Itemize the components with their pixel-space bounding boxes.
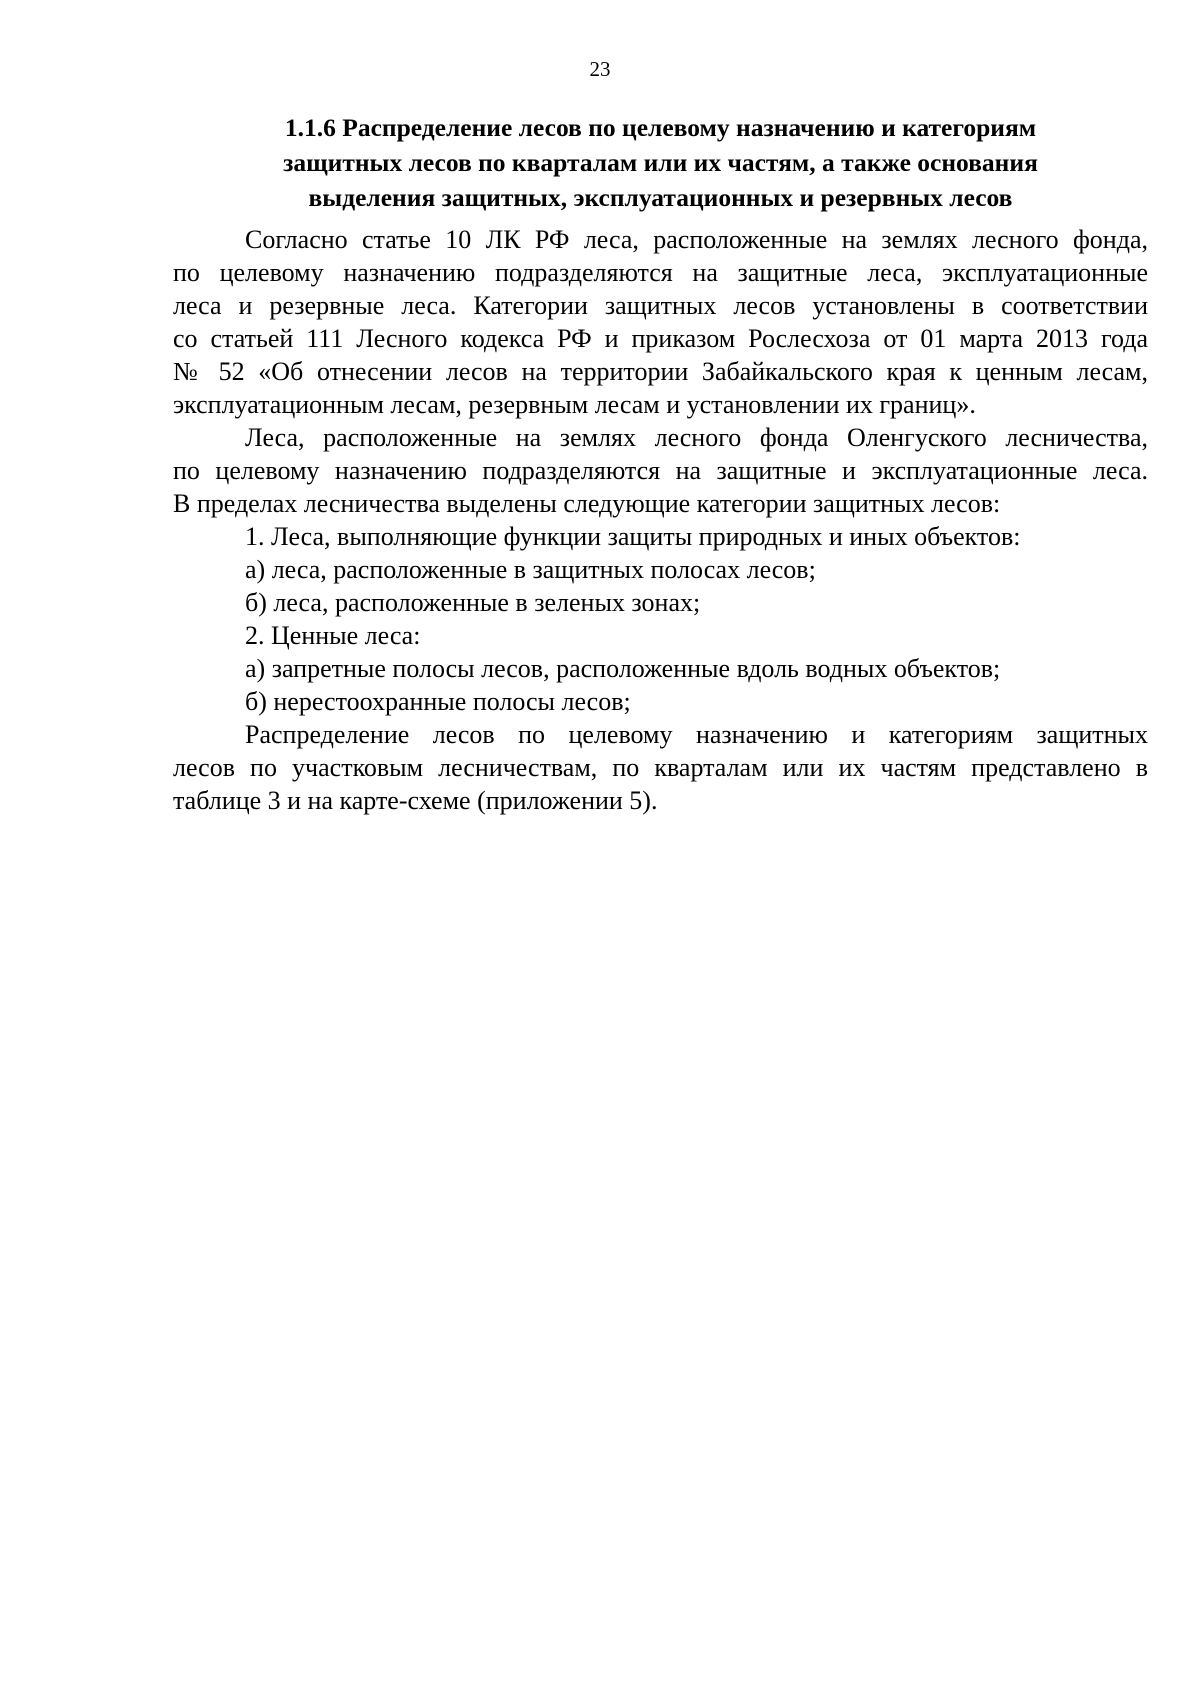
document-body xyxy=(173,110,1148,817)
section-heading xyxy=(173,110,1148,215)
text-line: лесов по участковым лесничествам, по кварталам или их частям представлено в xyxy=(173,753,1148,782)
text-line: по целевому назначению подразделяются на защитные леса, эксплуатационные xyxy=(173,258,1148,287)
text-line: со статьей 111 Лесного кодекса РФ и приказом Рослесхоза от 01 марта 2013 года xyxy=(173,324,1148,353)
paragraph-legal-basis xyxy=(173,223,1148,421)
list-item: 2. Ценные леса: xyxy=(245,621,421,650)
heading-line: выделения защитных, эксплуатационных и резервных лесов xyxy=(308,183,1013,212)
paragraph-distribution xyxy=(173,718,1148,817)
heading-line: 1.1.6 Распределение лесов по целевому назначению и категориям xyxy=(284,113,1037,142)
page-number: 23 xyxy=(589,57,611,81)
text-line: № 52 «Об отнесении лесов на территории Забайкальского края к ценным лесам, xyxy=(173,357,1148,386)
text-line: по целевому назначению подразделяются на защитные и эксплуатационные леса. xyxy=(173,456,1148,485)
list-item: б) леса, расположенные в зеленых зонах; xyxy=(245,588,701,617)
text-line: эксплуатационным лесам, резервным лесам и установлении их границ». xyxy=(173,390,976,419)
paragraph-forestry-categories xyxy=(173,421,1148,520)
heading-line: защитных лесов по кварталам или их частям, а также основания xyxy=(283,148,1038,177)
body-text xyxy=(173,223,1148,817)
text-line: Согласно статье 10 ЛК РФ леса, расположенные на землях лесного фонда, xyxy=(245,225,1148,254)
list-item: а) леса, расположенные в защитных полосах лесов; xyxy=(245,555,816,584)
text-line: леса и резервные леса. Категории защитных лесов установлены в соответствии xyxy=(173,291,1148,320)
list-item: 1. Леса, выполняющие функции защиты природных и иных объектов: xyxy=(245,522,1021,551)
list-item: б) нерестоохранные полосы лесов; xyxy=(245,687,631,716)
text-line: Распределение лесов по целевому назначению и категориям защитных xyxy=(245,720,1148,749)
category-list xyxy=(173,520,1148,718)
text-line: Леса, расположенные на землях лесного фонда Оленгуского лесничества, xyxy=(245,423,1148,452)
text-line: таблице 3 и на карте-схеме (приложении 5). xyxy=(173,786,658,815)
text-line: В пределах лесничества выделены следующие категории защитных лесов: xyxy=(173,489,1001,518)
list-item: а) запретные полосы лесов, расположенные вдоль водных объектов; xyxy=(245,654,1001,683)
